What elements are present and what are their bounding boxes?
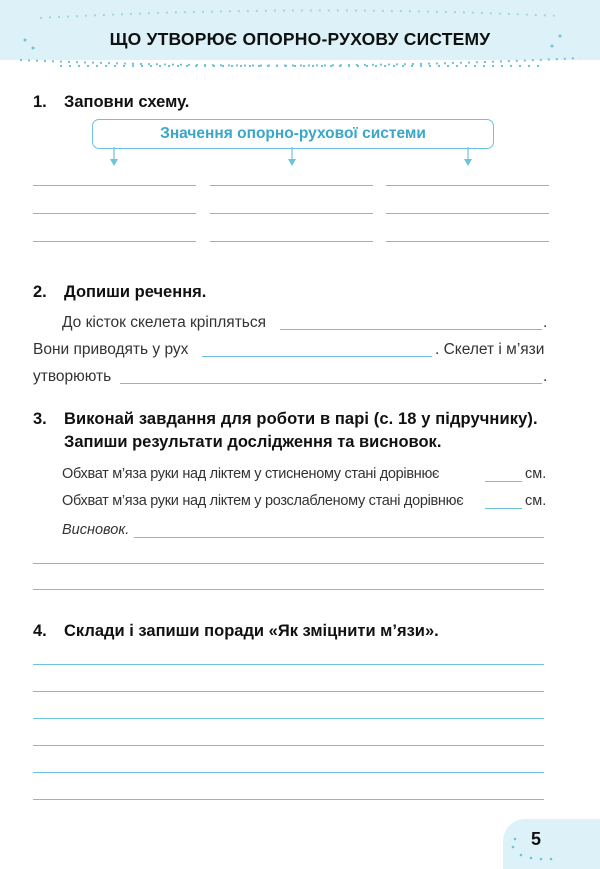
task4-answer-line[interactable]	[33, 691, 544, 692]
page-title: ЩО УТВОРЮЄ ОПОРНО-РУХОВУ СИСТЕМУ	[109, 29, 491, 49]
task3-conclusion-label: Висновок.	[62, 522, 130, 538]
task3-measure2-line[interactable]	[485, 508, 522, 509]
task3-number: 3.	[33, 410, 47, 428]
task3-measure2-unit: см.	[525, 493, 547, 509]
task4-answer-line[interactable]	[33, 745, 544, 746]
task2-sentence1: До кісток скелета кріпляться	[62, 314, 267, 331]
task4-answer-line[interactable]	[33, 772, 544, 773]
scheme-box	[92, 119, 494, 149]
task2-sentence2: Вони приводять у рух	[33, 341, 189, 358]
task4-answer-line[interactable]	[33, 718, 544, 719]
task3-conclusion-line[interactable]	[33, 589, 544, 590]
task3-measure1-unit: см.	[525, 466, 547, 482]
scheme-answer-line[interactable]	[33, 213, 196, 214]
task2-sentence1-end: .	[543, 314, 548, 331]
task2-prompt: Допиши речення.	[64, 283, 207, 301]
scheme-answer-line[interactable]	[386, 185, 549, 186]
scheme-arrows	[0, 147, 600, 172]
task1-number: 1.	[33, 93, 47, 111]
page-number: 5	[531, 829, 542, 849]
scheme-answer-line[interactable]	[386, 213, 549, 214]
task2-answer-line1[interactable]	[280, 329, 542, 330]
task2-sentence3: утворюють	[33, 368, 112, 385]
scheme-answer-line[interactable]	[210, 241, 373, 242]
scheme-answer-line[interactable]	[33, 185, 196, 186]
task2-answer-line2[interactable]	[202, 356, 432, 357]
task3-measure1: Обхват м’яза руки над ліктем у стисненому стані дорівнює	[62, 466, 440, 482]
scheme-answer-line[interactable]	[210, 185, 373, 186]
task4-answer-line[interactable]	[33, 664, 544, 665]
scheme-title: Значення опорно-рухової системи	[160, 125, 426, 142]
task4-prompt: Склади і запиши поради «Як зміцнити м’язи».	[64, 622, 439, 640]
task2-answer-line3[interactable]	[120, 383, 542, 384]
task2-number: 2.	[33, 283, 47, 301]
scheme-answer-line[interactable]	[210, 213, 373, 214]
task4-number: 4.	[33, 622, 47, 640]
task3-conclusion-line[interactable]	[33, 563, 544, 564]
task3-measure1-line[interactable]	[485, 481, 522, 482]
task2-sentence2-end: . Скелет і м’язи	[435, 341, 545, 358]
header-banner	[0, 0, 600, 70]
scheme-answer-line[interactable]	[33, 241, 196, 242]
task3-conclusion-line[interactable]	[134, 537, 544, 538]
task2-sentence3-end: .	[543, 368, 548, 385]
task3-measure2: Обхват м’яза руки над ліктем у розслабленому стані дорівнює	[62, 493, 464, 509]
task4-answer-line[interactable]	[33, 799, 544, 800]
task3-prompt-line2: Запиши результати дослідження та висновок.	[64, 433, 442, 451]
scheme-answer-line[interactable]	[386, 241, 549, 242]
task3-prompt-line1: Виконай завдання для роботи в парі (с. 18 у підручнику).	[64, 410, 538, 428]
task1-prompt: Заповни схему.	[64, 93, 190, 111]
